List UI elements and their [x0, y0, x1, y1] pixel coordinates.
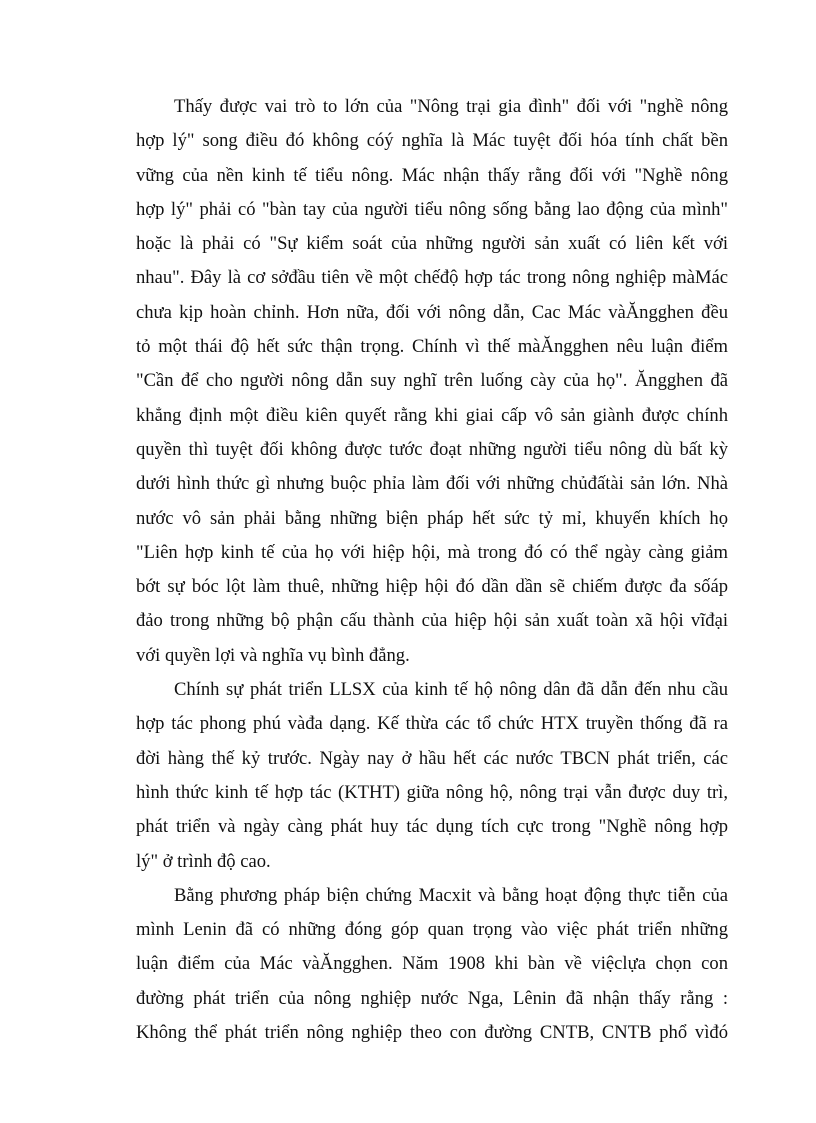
document-body [136, 90, 728, 1050]
text-line: luận điểm của Mác vàĂngghen. Năm 1908 khi bàn về việclựa chọn con [136, 953, 728, 975]
text-line: đời hàng thế kỷ trước. Ngày nay ở hầu hết các nước TBCN phát triển, các [136, 747, 728, 769]
text-line: hợp tác phong phú vàđa dạng. Kế thừa các tổ chức HTX truyền thống đã ra [136, 713, 728, 735]
text-line: Không thể phát triển nông nghiệp theo con đường CNTB, CNTB phổ vìđó [136, 1022, 728, 1044]
text-line: quyền thì tuyệt đối không được tước đoạt những người tiểu nông dù bất kỳ [136, 438, 728, 460]
text-line: Bằng phương pháp biện chứng Macxit và bằng hoạt động thực tiễn của [174, 884, 728, 906]
text-line: "Cần để cho người nông dẫn suy nghĩ trên luống cày của họ". Ăngghen đã [136, 370, 728, 392]
text-line: đường phát triển của nông nghiệp nước Nga, Lênin đã nhận thấy rằng : [136, 987, 728, 1009]
text-line: nhau". Đây là cơ sởđầu tiên về một chếđộ hợp tác trong nông nghiệp màMác [136, 267, 728, 289]
paragraph-1 [136, 90, 728, 673]
text-line: Thấy được vai trò to lớn của "Nông trại gia đình" đối với "nghề nông [174, 96, 728, 117]
text-line: "Liên hợp kinh tế của họ với hiệp hội, mà trong đó có thể ngày càng giảm [136, 541, 728, 563]
text-line: hoặc là phải có "Sự kiểm soát của những người sản xuất có liên kết với [136, 233, 728, 255]
text-line: phát triển và ngày càng phát huy tác dụng tích cực trong "Nghề nông hợp [136, 816, 728, 838]
text-line: nước vô sản phải bằng những biện pháp hết sức tỷ mỉ, khuyến khích họ [136, 507, 728, 529]
text-line: hợp lý" phải có "bàn tay của người tiểu nông sống bằng lao động của mình" [136, 198, 728, 220]
text-line: mình Lenin đã có những đóng góp quan trọng vào việc phát triển những [136, 919, 728, 941]
text-line: Chính sự phát triển LLSX của kinh tế hộ nông dân đã dẫn đến nhu cầu [174, 679, 728, 701]
text-line: vững của nền kinh tế tiểu nông. Mác nhận thấy rằng đối với "Nghề nông [136, 164, 728, 186]
text-line: dưới hình thức gì nhưng buộc phỉa làm đối với những chủđấtài sản lớn. Nhà [136, 473, 728, 495]
text-line: hợp lý" song điều đó không cóý nghĩa là Mác tuyệt đối hóa tính chất bền [136, 130, 728, 152]
text-line: chưa kịp hoàn chỉnh. Hơn nữa, đối với nông dẫn, Cac Mác vàĂngghen đều [136, 301, 728, 323]
text-line: đảo trong những bộ phận cấu thành của hiệp hội sản xuất toàn xã hội vĩđại [136, 610, 728, 632]
paragraph-2 [136, 673, 728, 879]
text-line: lý" ở trình độ cao. [136, 850, 271, 872]
text-line: tỏ một thái độ hết sức thận trọng. Chính vì thế màĂngghen nêu luận điểm [136, 336, 728, 358]
text-line: khẳng định một điều kiên quyết rằng khi giai cấp vô sản giành được chính [136, 404, 728, 426]
paragraph-3 [136, 879, 728, 1050]
text-line: hình thức kinh tế hợp tác (KTHT) giữa nông hộ, nông trại vẫn được duy trì, [136, 781, 728, 803]
text-line: với quyền lợi và nghĩa vụ bình đẳng. [136, 644, 410, 666]
text-line: bớt sự bóc lột làm thuê, những hiệp hội đó dần dần sẽ chiếm được đa sốáp [136, 576, 728, 598]
